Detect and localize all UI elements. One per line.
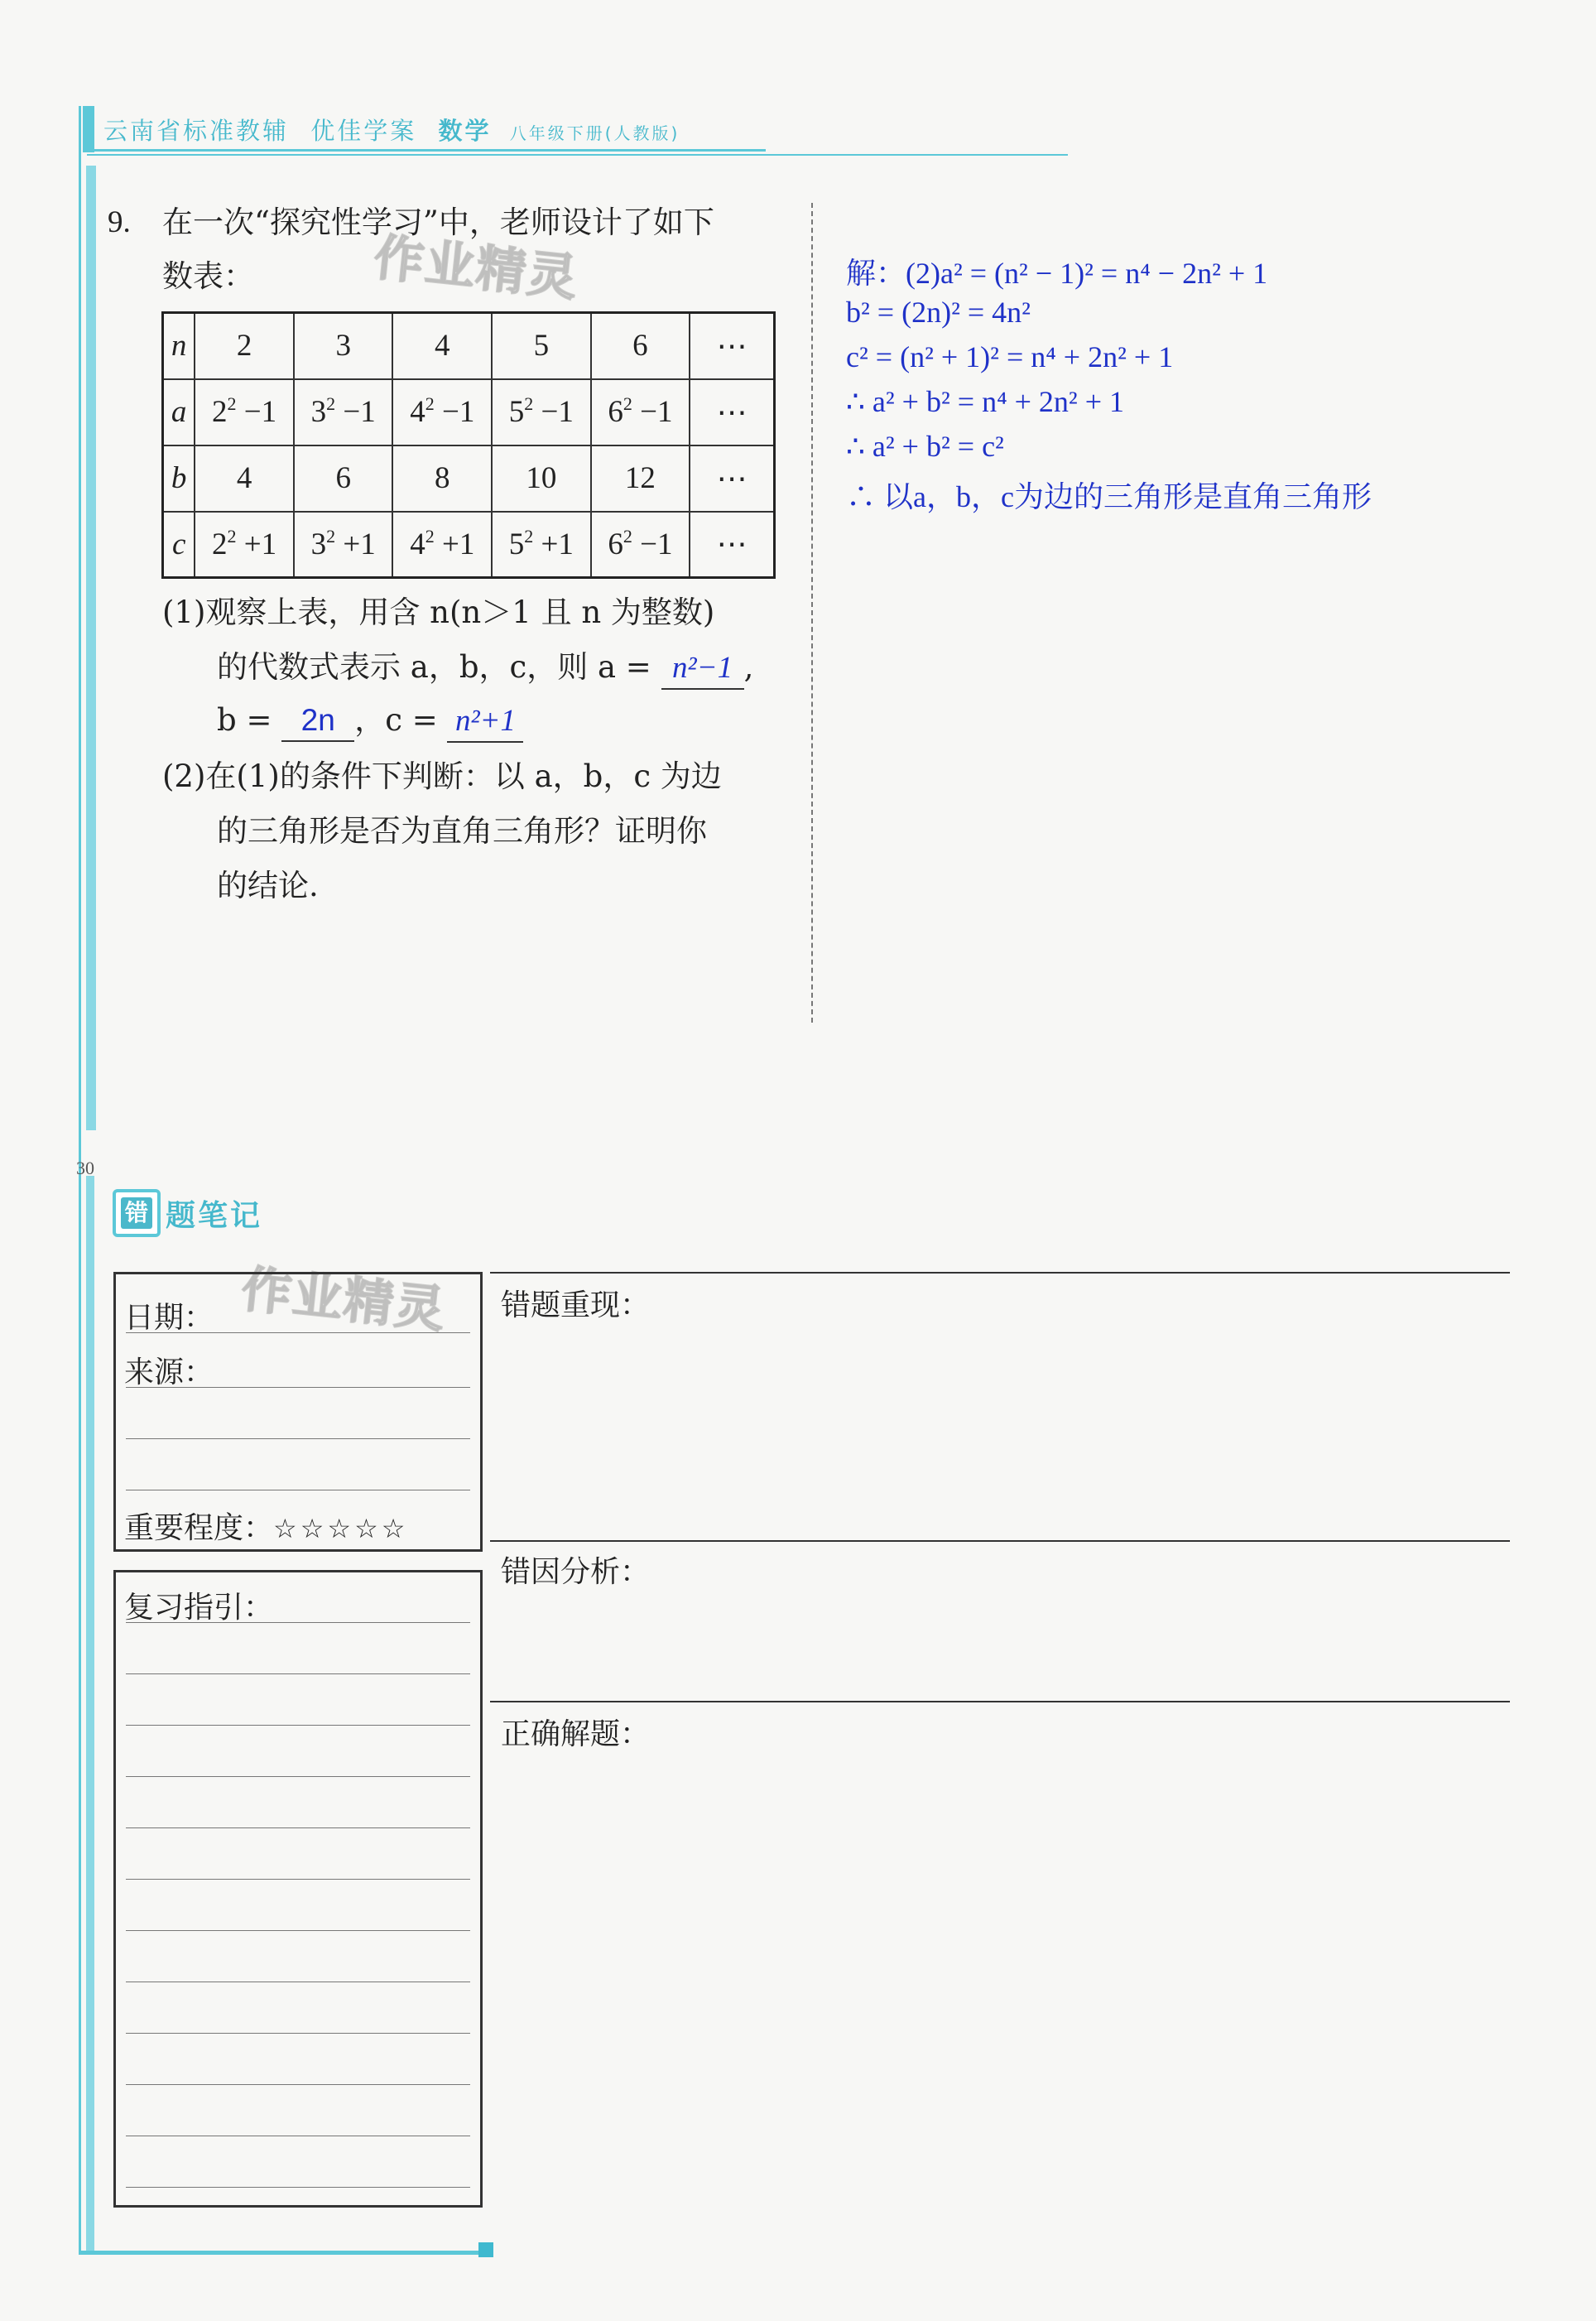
header-rule-long [87, 154, 1068, 156]
rule-line [490, 1540, 1510, 1542]
c-label: ，c = [354, 702, 438, 738]
page-number: 30 [76, 1158, 94, 1178]
part1-prompt: 的代数式表示 a，b，c，则 a = [217, 649, 651, 685]
solution-line: ∴ 以a，b，c为边的三角形是直角三角形 [846, 480, 1372, 513]
solution-line: ∴ a² + b² = n⁴ + 2n² + 1 [846, 385, 1125, 418]
rule-line [126, 1673, 470, 1674]
table-row [163, 445, 775, 512]
rule-line [126, 1387, 470, 1388]
correct-solution-label: 正确解题： [501, 1717, 651, 1751]
table-row [163, 512, 775, 578]
solution-line: ∴ a² + b² = c² [846, 430, 1004, 463]
rule-line [126, 1776, 470, 1777]
row-label-c: c [163, 512, 195, 578]
date-label: 日期： [124, 1301, 214, 1335]
note-badge [113, 1189, 161, 1237]
header-title [103, 113, 680, 147]
rule-line [126, 1332, 470, 1333]
watermark: 作业精灵 [238, 1260, 449, 1340]
table-cell: ⋯ [690, 379, 774, 445]
answer-a-blank [661, 648, 744, 690]
part2-text-3: 的结论. [217, 868, 319, 903]
header-subject: 数学 [438, 117, 492, 145]
table-cell: 8 [392, 445, 492, 512]
bottom-marker [478, 2242, 493, 2257]
column-divider [811, 203, 813, 1023]
note-badge-label: 错 [121, 1197, 152, 1229]
left-border [79, 106, 81, 2255]
header-series: 云南省标准教辅 [103, 117, 290, 145]
table-cell: $5^2 +1$ [492, 512, 591, 578]
table-cell: ⋯ [690, 512, 774, 578]
rule-line [126, 1827, 470, 1828]
header-grade: 八年级下册(人教版) [509, 123, 680, 143]
table-cell: $4^2 -1$ [392, 379, 492, 445]
answer-b: 2n [300, 703, 335, 737]
rule-line [126, 2033, 470, 2034]
bottom-border [79, 2251, 484, 2255]
review-label: 复习指引： [124, 1591, 274, 1625]
solution-line: b² = (2n)² = 4n² [846, 296, 1031, 329]
table-cell: $4^2 +1$ [392, 512, 492, 578]
header-rule [87, 149, 766, 152]
table-cell: 4 [195, 445, 294, 512]
solution-line: c² = (n² + 1)² = n⁴ + 2n² + 1 [846, 340, 1174, 373]
watermark: 作业精灵 [371, 229, 582, 308]
rule-line [490, 1272, 1510, 1274]
solution-line: 解：(2)a² = (n² − 1)² = n⁴ − 2n² + 1 [846, 257, 1268, 290]
answer-a: n²−1 [672, 651, 733, 685]
table-cell: $3^2 +1$ [294, 512, 393, 578]
b-label: b = [217, 702, 272, 738]
part1-text-3 [217, 701, 523, 743]
table-cell: 5 [492, 313, 591, 379]
answer-c: n²+1 [454, 704, 517, 738]
part1-text: (1)观察上表，用含 n(n＞1 且 n 为整数) [162, 595, 715, 630]
reproduce-label: 错题重现： [501, 1288, 651, 1322]
question-stem-2: 数表： [162, 258, 254, 294]
table-cell: ⋯ [690, 445, 774, 512]
part1-text-2: 的代数式表示 a，b，c，则 a = n²−1 , [217, 648, 753, 690]
rule-line [490, 1701, 1510, 1702]
header-accent [83, 106, 94, 152]
review-box [113, 1570, 483, 2208]
table-cell: 3 [294, 313, 393, 379]
table-cell: $2^2 -1$ [195, 379, 294, 445]
table-cell: 6 [591, 313, 690, 379]
part2-text: (2)在(1)的条件下判断：以 a，b，c 为边 [162, 758, 722, 794]
table-cell: 12 [591, 445, 690, 512]
left-border-band [86, 166, 96, 1130]
row-label-a: a [163, 379, 195, 445]
analysis-label: 错因分析： [501, 1555, 651, 1589]
rule-line [126, 1622, 470, 1623]
part2-text-2: 的三角形是否为直角三角形？证明你 [217, 813, 707, 849]
importance-stars: ☆☆☆☆☆ [273, 1513, 409, 1544]
table-cell: 4 [392, 313, 492, 379]
question-number: 9. [108, 205, 131, 239]
row-label-b: b [163, 445, 195, 512]
table-row [163, 313, 775, 379]
rule-line [126, 1438, 470, 1439]
header-book: 优佳学案 [310, 117, 417, 145]
table-cell: 10 [492, 445, 591, 512]
left-border-band-lower [86, 1176, 94, 2252]
rule-line [126, 1725, 470, 1726]
rule-line [126, 1930, 470, 1931]
importance-field [124, 1505, 408, 1547]
importance-label: 重要程度： [124, 1511, 274, 1545]
table-cell: 2 [195, 313, 294, 379]
table-cell: $3^2 -1$ [294, 379, 393, 445]
answer-b-blank [281, 701, 354, 742]
source-label: 来源： [124, 1356, 214, 1389]
row-label-n: n [163, 313, 195, 379]
table-cell: $5^2 -1$ [492, 379, 591, 445]
table-cell: 6 [294, 445, 393, 512]
table-cell: $6^2 -1$ [591, 512, 690, 578]
number-table [161, 311, 776, 579]
rule-line [126, 2187, 470, 2188]
rule-line [126, 1879, 470, 1880]
rule-line [126, 2084, 470, 2085]
question-stem: 在一次“探究性学习”中，老师设计了如下 [162, 205, 714, 240]
table-cell: ⋯ [690, 313, 774, 379]
note-title: 题笔记 [166, 1199, 263, 1233]
answer-c-blank [447, 701, 523, 743]
table-row [163, 379, 775, 445]
note-info-box [113, 1272, 483, 1552]
table-cell: $6^2 -1$ [591, 379, 690, 445]
table-cell: $2^2 +1$ [195, 512, 294, 578]
